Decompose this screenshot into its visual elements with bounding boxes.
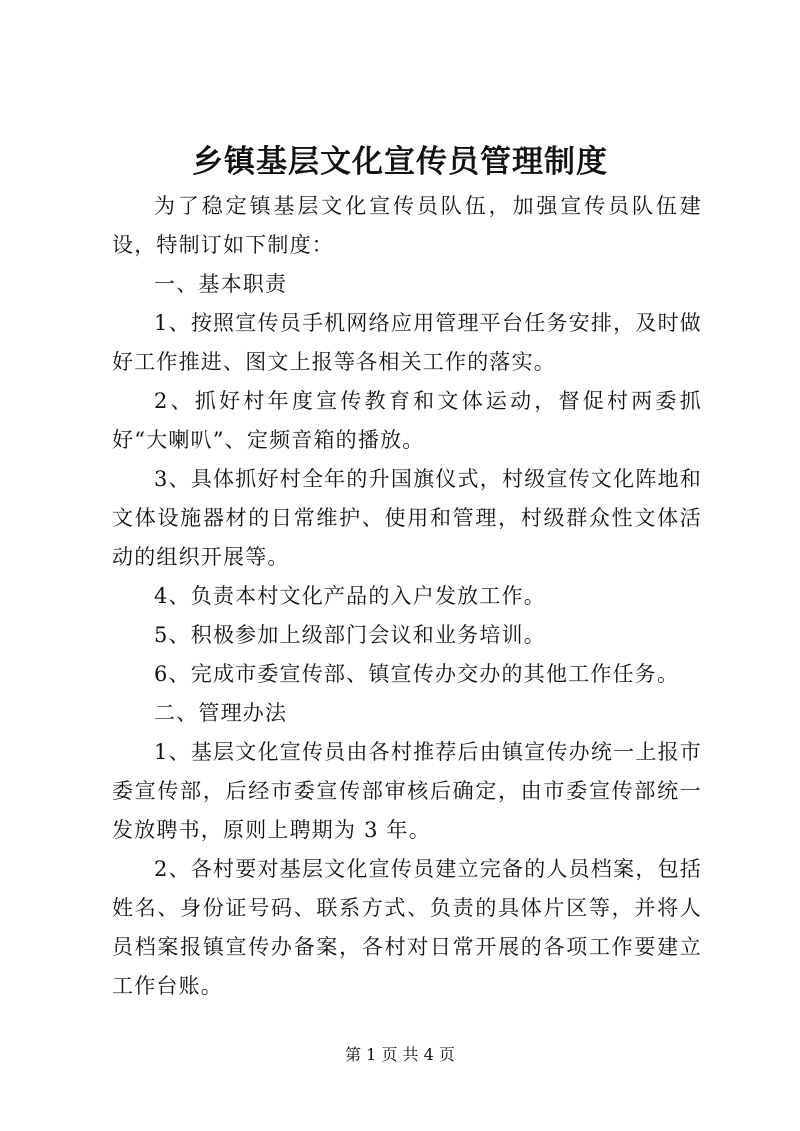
management-item-1: 1、基层文化宣传员由各村推荐后由镇宣传办统一上报市委宣传部，后经市委宣传部审核后确定，由市委宣传部统一发放聘书，原则上聘期为 3 年。 [112,740,702,842]
page-footer: 第 1 页 共 4 页 [345,1045,455,1064]
document-body [112,187,702,1006]
duty-item-2: 2、抓好村年度宣传教育和文体运动，督促村两委抓好“大喇叭”、定频音箱的播放。 [112,389,702,452]
section-heading-duties: 一、基本职责 [154,272,288,296]
duty-item-3: 3、具体抓好村全年的升国旗仪式，村级宣传文化阵地和文体设施器材的日常维护、使用和管理，村级群众性文体活动的组织开展等。 [112,467,702,569]
duty-item-4: 4、负责本村文化产品的入户发放工作。 [154,584,546,608]
document-title: 乡镇基层文化宣传员管理制度 [192,144,608,180]
section-heading-management: 二、管理办法 [154,701,288,725]
management-item-2: 2、各村要对基层文化宣传员建立完备的人员档案，包括姓名、身份证号码、联系方式、负责的具体片区等，并将人员档案报镇宣传办备案，各村对日常开展的各项工作要建立工作台账。 [112,857,702,998]
duty-item-1: 1、按照宣传员手机网络应用管理平台任务安排，及时做好工作推进、图文上报等各相关工作的落实。 [112,311,702,374]
duty-item-6: 6、完成市委宣传部、镇宣传办交办的其他工作任务。 [154,662,680,686]
duty-item-5: 5、积极参加上级部门会议和业务培训。 [154,623,546,647]
intro-paragraph: 为了稳定镇基层文化宣传员队伍，加强宣传员队伍建设，特制订如下制度： [112,194,702,257]
